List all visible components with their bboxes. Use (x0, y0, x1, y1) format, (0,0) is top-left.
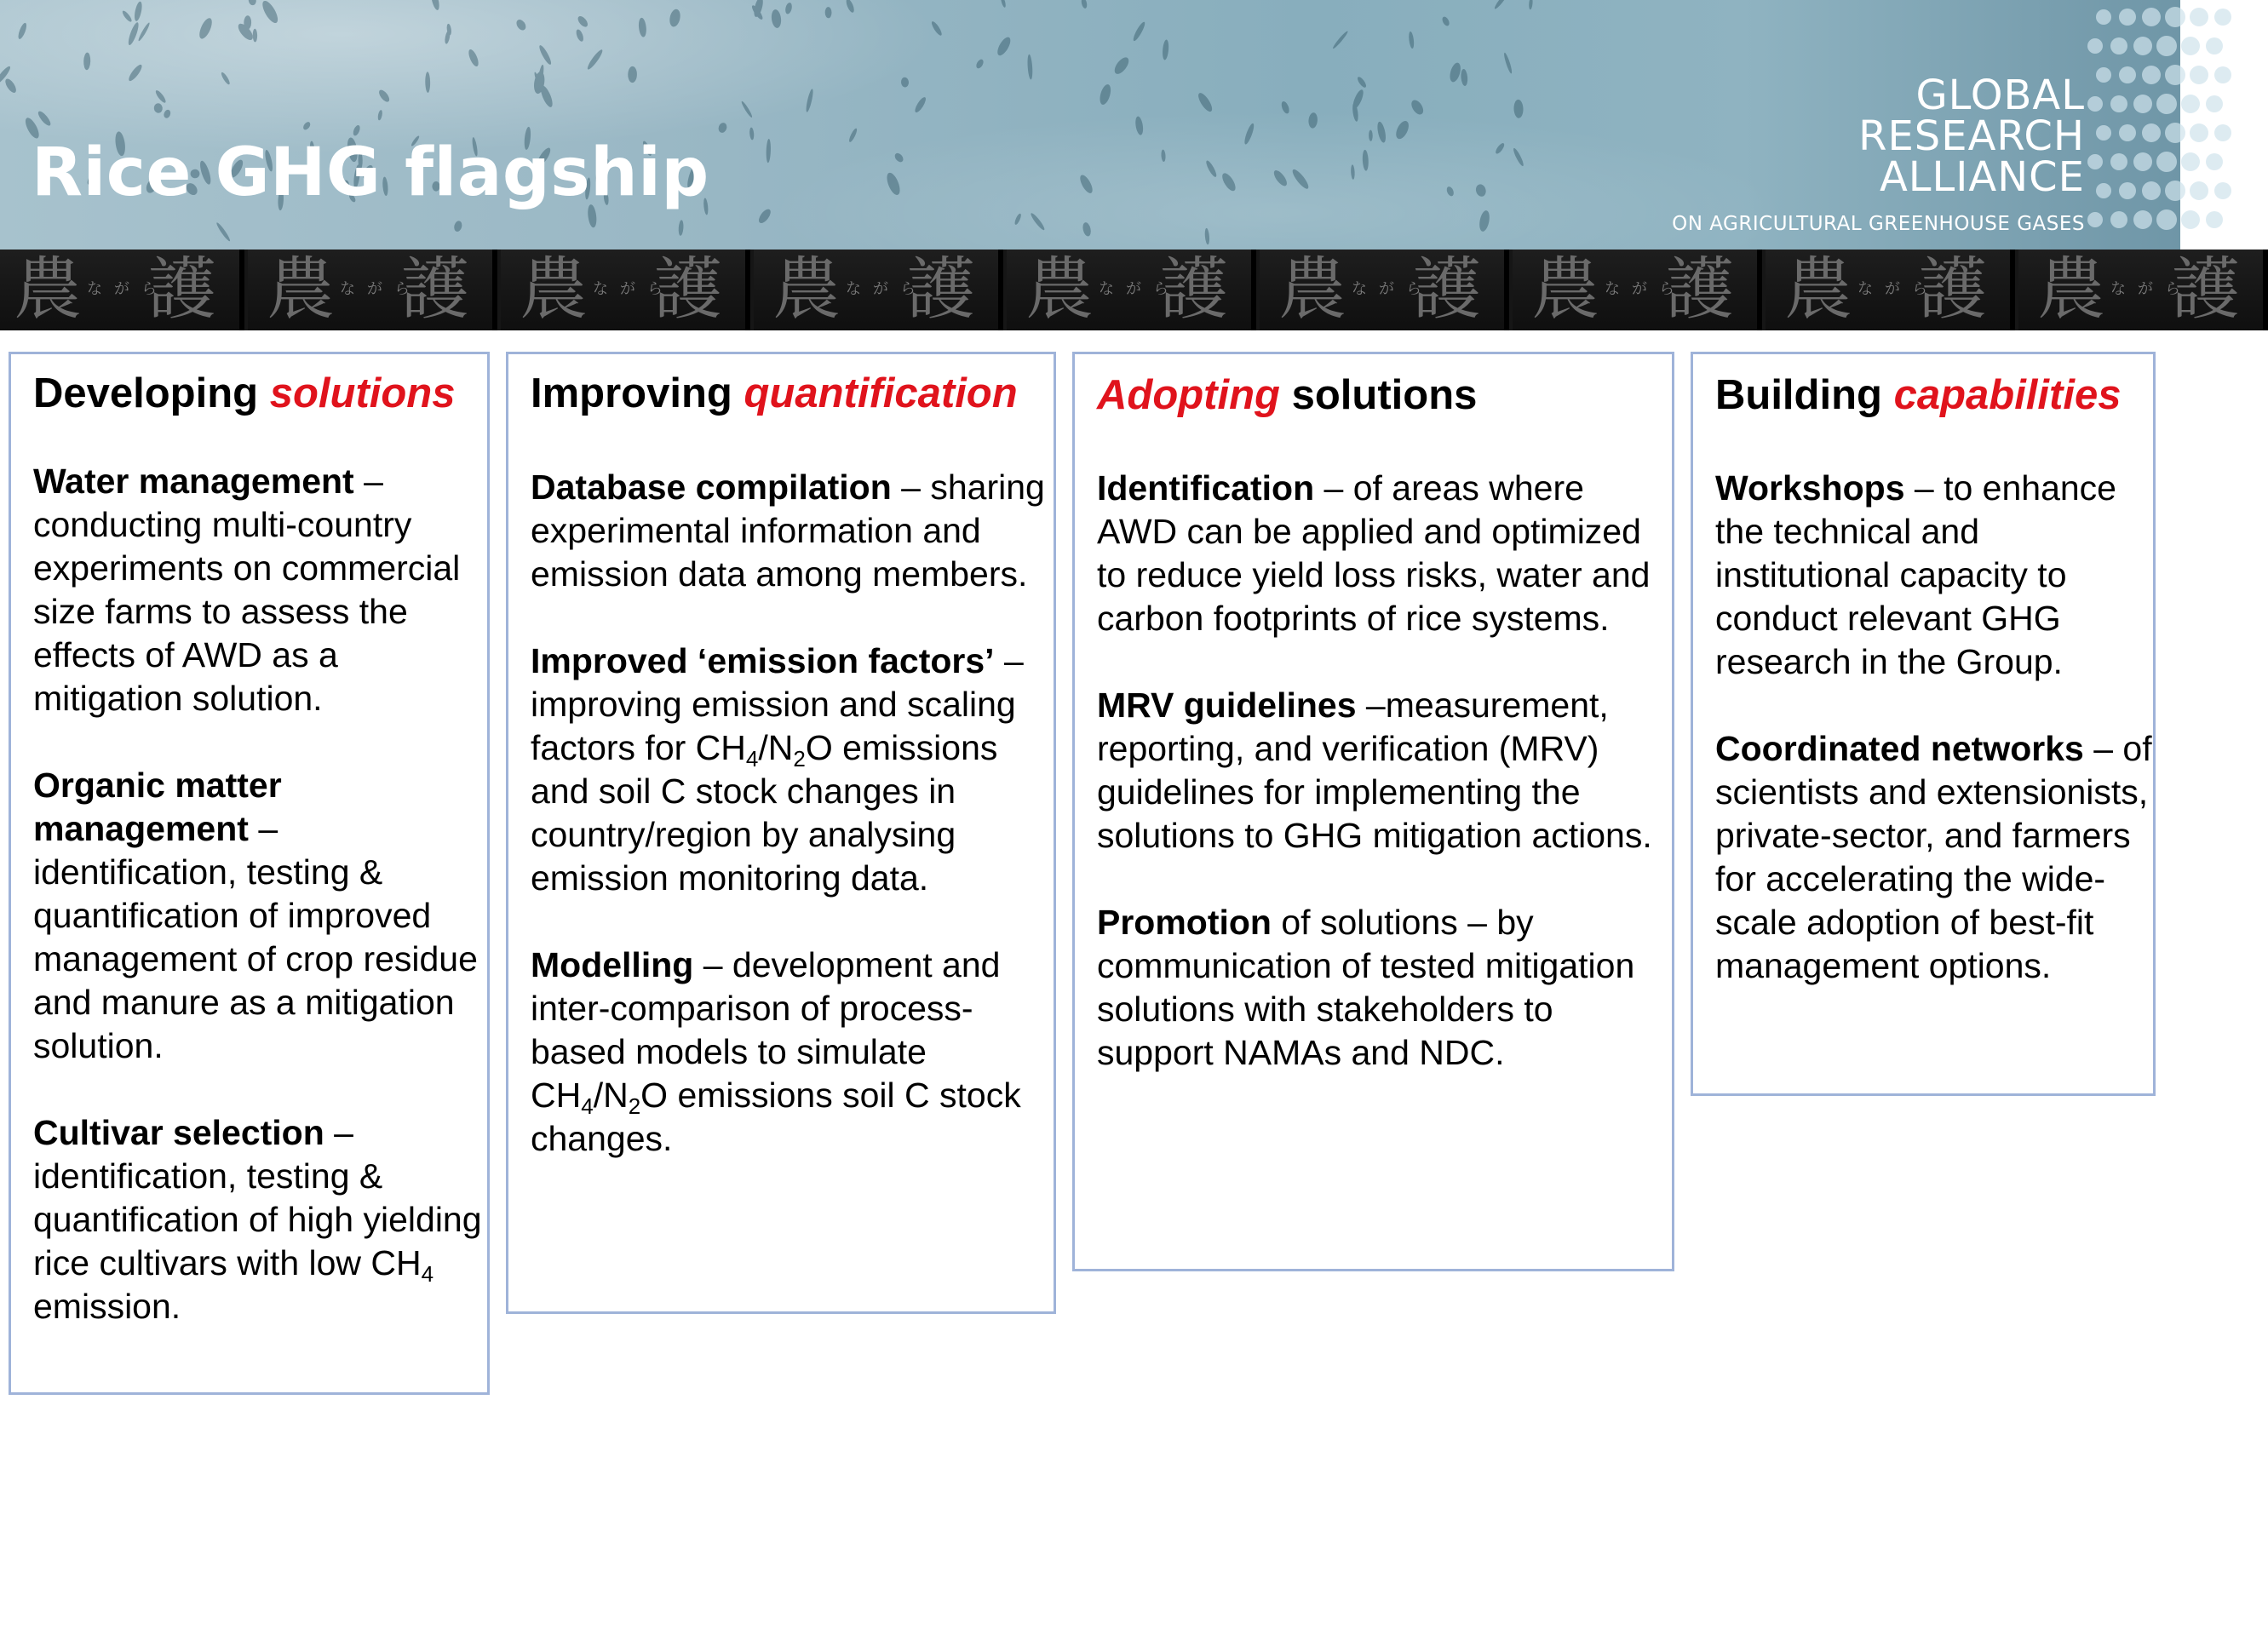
leaf-mark (1493, 0, 1508, 10)
leaf-mark (1000, 0, 1007, 8)
leaf-mark (913, 95, 927, 113)
globe-dot (2156, 209, 2177, 230)
leaf-mark (1098, 83, 1112, 106)
globe-dot (2214, 9, 2231, 26)
leaf-mark (749, 127, 755, 140)
column-items (531, 466, 1054, 1161)
item-body: – development and inter-comparison of process-based models to simulate CH (531, 945, 1001, 1115)
globe-dot (2181, 152, 2200, 171)
column-items (1097, 467, 1672, 1075)
item-subscript: 2 (628, 1093, 641, 1119)
globe-dot (2206, 153, 2223, 170)
leaf-mark (1503, 52, 1513, 74)
slide-header (0, 0, 2180, 250)
item-body: – of areas where AWD can be applied and optimized to reduce yield loss risks, water and carbon footprints of rice systems. (1097, 468, 1651, 638)
globe-dot (2110, 153, 2127, 170)
item-body: – to enhance the technical and institutional capacity to conduct relevant GHG research in the Group. (1715, 468, 2116, 681)
globe-dot (2142, 66, 2161, 84)
globe-dot (2165, 181, 2185, 201)
column-heading (33, 366, 487, 421)
banner-kanji: 護 (2172, 250, 2240, 329)
globe-dot (2190, 66, 2208, 84)
globe-dot (2214, 124, 2231, 141)
globe-dot (2181, 95, 2200, 113)
leaf-mark (1332, 30, 1349, 49)
leaf-mark (1448, 61, 1462, 83)
leaf-mark (1081, 0, 1088, 9)
leaf-mark (1112, 55, 1132, 77)
item-body: – conducting multi-country experiments on commercial size farms to assess the effects of AWD as a mitigation solution. (33, 462, 461, 718)
globe-dot (2087, 96, 2103, 112)
banner-kanji: 護 (1666, 250, 1734, 329)
globe-dot (2165, 7, 2185, 27)
heading-accent: quantification (744, 370, 1018, 416)
globe-dot (2142, 8, 2161, 26)
leaf-mark (453, 220, 463, 232)
globe-dot (2110, 211, 2127, 228)
globe-dot (2156, 36, 2177, 56)
banner-segment (501, 250, 750, 330)
banner-kana: ながら (340, 280, 422, 298)
banner-kanji: 護 (1160, 250, 1228, 329)
leaf-mark (1196, 91, 1214, 114)
column-item (1715, 467, 2153, 684)
column-improving-quantification (506, 352, 1056, 1314)
leaf-mark (1408, 32, 1415, 49)
globe-dot (2087, 38, 2103, 54)
banner-kana: ながら (846, 280, 927, 298)
item-title: Identification (1097, 468, 1315, 508)
page-title: Rice GHG flagship (32, 135, 709, 211)
logo-line-2: RESEARCH (1858, 112, 2085, 160)
leaf-mark (1351, 89, 1365, 110)
banner-kanji: 農 (1531, 250, 1599, 329)
leaf-mark (1461, 69, 1468, 87)
logo-wordmark (1608, 72, 2085, 201)
globe-dot (2156, 152, 2177, 172)
column-item (1097, 467, 1672, 640)
column-heading (531, 366, 1054, 421)
banner-segment (1007, 250, 1256, 330)
item-title: Organic matter management (33, 766, 282, 848)
logo-line-3: ALLIANCE (1879, 153, 2085, 201)
banner-kanji: 護 (907, 250, 975, 329)
globe-dot (2096, 9, 2111, 25)
globe-dot (2156, 94, 2177, 114)
globe-dot (2087, 212, 2103, 227)
item-title: Cultivar selection (33, 1113, 324, 1152)
leaf-mark (975, 58, 985, 69)
banner-segment (248, 250, 497, 330)
globe-dot (2181, 37, 2200, 55)
banner-segment (1766, 250, 2015, 330)
heading-text: Building (1715, 372, 1894, 418)
leaf-mark (1027, 54, 1033, 80)
column-item (1097, 901, 1672, 1075)
item-body: – identification, testing & quantification of improved management of crop residue and manure as a mitigation solution. (33, 809, 478, 1065)
leaf-mark (901, 77, 910, 87)
globe-dot (2133, 152, 2152, 171)
column-heading (1715, 368, 2153, 422)
heading-text: Improving (531, 370, 744, 416)
banner-kanji: 農 (772, 250, 841, 329)
banner-kanji: 護 (654, 250, 722, 329)
item-body: – improving emission and scaling factors for CH (531, 641, 1024, 767)
globe-dot (2133, 210, 2152, 229)
item-subscript: 4 (581, 1093, 594, 1119)
banner-segment (754, 250, 1003, 330)
item-body: – of scientists and extensionists, private-sector, and farmers for accelerating the wide-scale adoption of best-fit management options. (1715, 729, 2152, 985)
globe-dot (2096, 125, 2111, 141)
leaf-mark (1132, 20, 1147, 42)
heading-text-after: solutions (1279, 372, 1478, 418)
item-title: MRV guidelines (1097, 686, 1357, 725)
globe-dot (2096, 183, 2111, 198)
globe-dot (2119, 124, 2136, 141)
banner-kana: ながら (1857, 280, 1939, 298)
globe-dot (2119, 9, 2136, 26)
banner-kana: ながら (1352, 280, 1433, 298)
column-item (531, 640, 1054, 900)
decorative-banner-strip (0, 250, 2240, 330)
globe-dot (2119, 66, 2136, 83)
globe-dot (2133, 37, 2152, 55)
globe-dot (2096, 67, 2111, 83)
heading-text: Developing (33, 370, 270, 416)
leaf-mark (215, 221, 232, 242)
globe-dot (2110, 37, 2127, 54)
leaf-mark (847, 128, 858, 143)
leaf-mark (1513, 100, 1524, 118)
column-adopting-solutions (1072, 352, 1674, 1271)
column-items (1715, 467, 2153, 988)
dotted-globe-icon (2087, 7, 2231, 230)
item-title: Coordinated networks (1715, 729, 2084, 768)
item-title: Modelling (531, 945, 694, 984)
globe-dot (2190, 181, 2208, 200)
item-body: /N (758, 728, 794, 767)
globe-dot (2133, 95, 2152, 113)
item-title: Workshops (1715, 468, 1905, 508)
leaf-mark (678, 220, 684, 236)
banner-kana: ながら (1099, 280, 1180, 298)
column-developing-solutions (9, 352, 490, 1395)
item-title: Water management (33, 462, 354, 501)
logo-tagline: ON AGRICULTURAL GREENHOUSE GASES (1672, 213, 2085, 235)
column-item (531, 944, 1054, 1161)
globe-dot (2190, 123, 2208, 142)
item-title: Promotion (1097, 903, 1272, 942)
leaf-mark (766, 139, 771, 163)
leaf-mark (1441, 15, 1450, 26)
globe-dot (2214, 182, 2231, 199)
banner-segment (2018, 250, 2268, 330)
globe-dot (2119, 182, 2136, 199)
globe-dot (2142, 181, 2161, 200)
banner-kana: ながら (593, 280, 675, 298)
banner-segment (0, 250, 244, 330)
globe-dot (2206, 211, 2223, 228)
column-item (531, 466, 1054, 596)
globe-dot (2181, 210, 2200, 229)
item-title: Database compilation (531, 468, 892, 507)
column-building-capabilities (1691, 352, 2156, 1096)
banner-kanji: 護 (148, 250, 216, 329)
globe-dot (2214, 66, 2231, 83)
item-body: –measurement, reporting, and verification (MRV) guidelines for implementing the solutions to GHG mitigation actions. (1097, 686, 1652, 855)
item-subscript: 4 (421, 1261, 434, 1287)
globe-dot (2206, 95, 2223, 112)
column-item (33, 1111, 487, 1328)
globe-dot (2142, 123, 2161, 142)
globe-dot (2206, 37, 2223, 54)
item-subscript: 2 (793, 746, 806, 772)
item-body: O emissions and soil C stock changes in country/region by analysing emission monitoring data. (531, 728, 998, 898)
banner-kanji: 護 (401, 250, 469, 329)
column-heading (1097, 368, 1672, 422)
item-body: emission. (33, 1287, 181, 1326)
banner-kanji: 護 (1919, 250, 1987, 329)
banner-kanji: 農 (1784, 250, 1852, 329)
leaf-mark (1162, 39, 1169, 60)
column-item (33, 460, 487, 720)
heading-accent: capabilities (1893, 372, 2122, 418)
leaf-mark (1409, 98, 1425, 117)
item-subscript: 4 (745, 746, 759, 772)
leaf-mark (995, 35, 1013, 57)
globe-dot (2110, 95, 2127, 112)
banner-kanji: 農 (1025, 250, 1094, 329)
banner-kanji: 農 (267, 250, 335, 329)
globe-dot (2165, 65, 2185, 85)
banner-kanji: 農 (520, 250, 588, 329)
banner-kanji: 農 (14, 250, 82, 329)
heading-accent: solutions (269, 370, 456, 416)
column-item (33, 764, 487, 1068)
column-items (33, 460, 487, 1328)
item-body: /N (593, 1076, 629, 1115)
leaf-mark (1356, 76, 1368, 89)
column-item (1097, 684, 1672, 858)
item-body: O emissions soil C stock changes. (531, 1076, 1021, 1158)
banner-segment (1513, 250, 1762, 330)
banner-kanji: 農 (2037, 250, 2105, 329)
banner-kana: ながら (87, 280, 169, 298)
banner-segment (1260, 250, 1509, 330)
leaf-mark (1529, 0, 1533, 9)
banner-kanji: 農 (1278, 250, 1346, 329)
banner-kana: ながら (1605, 280, 1686, 298)
banner-kana: ながら (2110, 280, 2192, 298)
item-body: – identification, testing & quantification of high yielding rice cultivars with low CH (33, 1113, 482, 1282)
banner-kanji: 護 (1413, 250, 1481, 329)
logo-line-1: GLOBAL (1915, 72, 2085, 119)
heading-accent: Adopting (1097, 372, 1280, 418)
globe-dot (2190, 8, 2208, 26)
item-title: Improved ‘emission factors’ (531, 641, 995, 680)
item-body: of solutions – by communication of tested mitigation solutions with stakeholders to support NAMAs and NDC. (1097, 903, 1635, 1072)
globe-dot (2087, 154, 2103, 169)
globe-dot (2165, 123, 2185, 143)
column-item (1715, 727, 2153, 988)
item-body: – sharing experimental information and emission data among members. (531, 468, 1045, 594)
